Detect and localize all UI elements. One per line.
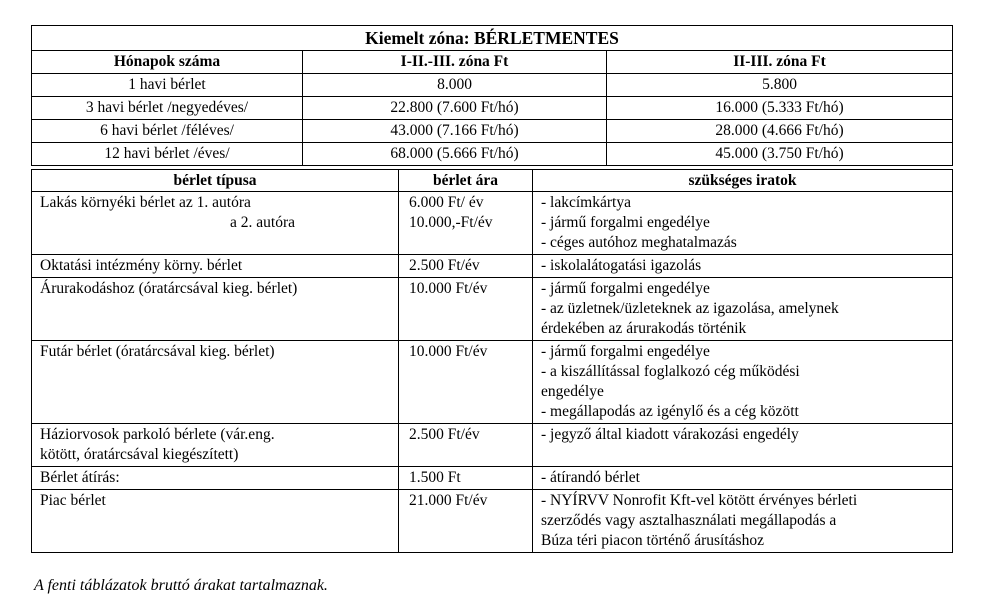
required-documents-cell xyxy=(533,341,953,424)
price-zone-2-3: 5.800 xyxy=(607,74,953,97)
document-line: - jármű forgalmi engedélye xyxy=(541,343,710,360)
permit-type-cell xyxy=(32,490,399,553)
required-documents-cell xyxy=(533,467,953,490)
document-line: - a kiszállítással foglalkozó cég működési xyxy=(541,363,800,380)
price-zone-2-3: 16.000 (5.333 Ft/hó) xyxy=(607,97,953,120)
document-line: - átírandó bérlet xyxy=(541,469,640,486)
document-line: - jármű forgalmi engedélye xyxy=(541,280,710,297)
table-row xyxy=(32,143,953,166)
pass-name: 1 havi bérlet xyxy=(32,74,303,97)
permit-type-line: Háziorvosok parkoló bérlete (vár.eng. xyxy=(40,426,275,443)
table-row xyxy=(32,120,953,143)
permit-type-table xyxy=(31,169,953,553)
required-documents-cell xyxy=(533,490,953,553)
permit-type-cell xyxy=(32,341,399,424)
permit-type-cell xyxy=(32,424,399,467)
table-row xyxy=(32,97,953,120)
permit-price-line: 6.000 Ft/ év xyxy=(409,194,484,211)
permit-type-line: Lakás környéki bérlet az 1. autóra xyxy=(40,194,251,211)
permit-price-line: 1.500 Ft xyxy=(409,469,461,486)
pass-name: 12 havi bérlet /éves/ xyxy=(32,143,303,166)
price-zone-2-3: 28.000 (4.666 Ft/hó) xyxy=(607,120,953,143)
header-required-documents: szükséges iratok xyxy=(533,170,953,192)
permit-type-line: Bérlet átírás: xyxy=(40,469,120,486)
zone-price-table xyxy=(31,25,953,166)
table-title: Kiemelt zóna: BÉRLETMENTES xyxy=(32,26,953,51)
pass-name: 6 havi bérlet /féléves/ xyxy=(32,120,303,143)
price-zone-1-3: 8.000 xyxy=(303,74,607,97)
permit-price-cell xyxy=(399,278,533,341)
permit-price-cell xyxy=(399,490,533,553)
permit-type-line: Futár bérlet (óratárcsával kieg. bérlet) xyxy=(40,343,275,360)
permit-price-cell xyxy=(399,255,533,278)
table-row xyxy=(32,192,953,255)
required-documents-cell xyxy=(533,424,953,467)
permit-price-cell xyxy=(399,341,533,424)
header-months: Hónapok száma xyxy=(32,51,303,74)
table-row xyxy=(32,424,953,467)
header-zone-1-3: I-II.-III. zóna Ft xyxy=(303,51,607,74)
required-documents-cell xyxy=(533,278,953,341)
permit-type-cell xyxy=(32,278,399,341)
table-row xyxy=(32,255,953,278)
table-row xyxy=(32,341,953,424)
document-line: - jegyző által kiadott várakozási engedély xyxy=(541,426,799,443)
price-zone-1-3: 68.000 (5.666 Ft/hó) xyxy=(303,143,607,166)
document-line: - NYÍRVV Nonrofit Kft-vel kötött érvényes bérleti xyxy=(541,492,858,509)
document-line: érdekében az árurakodás történik xyxy=(541,320,747,337)
permit-price-line: 2.500 Ft/év xyxy=(409,257,480,274)
permit-type-line: Piac bérlet xyxy=(40,492,106,509)
table-row xyxy=(32,490,953,553)
permit-type-line: a 2. autóra xyxy=(230,214,295,231)
permit-price-line: 10.000 Ft/év xyxy=(409,343,488,360)
document-line: - lakcímkártya xyxy=(541,194,631,211)
document-line: engedélye xyxy=(541,383,604,400)
price-zone-1-3: 22.800 (7.600 Ft/hó) xyxy=(303,97,607,120)
permit-price-cell xyxy=(399,467,533,490)
table-row xyxy=(32,467,953,490)
document-line: - céges autóhoz meghatalmazás xyxy=(541,234,737,251)
document-line: szerződés vagy asztalhasználati megállapodás a xyxy=(541,512,837,529)
header-zone-2-3: II-III. zóna Ft xyxy=(607,51,953,74)
permit-type-line: Árurakodáshoz (óratárcsával kieg. bérlet) xyxy=(40,280,298,297)
document-line: - jármű forgalmi engedélye xyxy=(541,214,710,231)
required-documents-cell xyxy=(533,255,953,278)
document-line: - az üzletnek/üzleteknek az igazolása, amelynek xyxy=(541,300,839,317)
price-zone-2-3: 45.000 (3.750 Ft/hó) xyxy=(607,143,953,166)
permit-price-line: 21.000 Ft/év xyxy=(409,492,488,509)
document-line: - iskolalátogatási igazolás xyxy=(541,257,702,274)
header-permit-price: bérlet ára xyxy=(399,170,533,192)
table-row xyxy=(32,278,953,341)
pass-name: 3 havi bérlet /negyedéves/ xyxy=(32,97,303,120)
required-documents-cell xyxy=(533,192,953,255)
permit-type-line: Oktatási intézmény körny. bérlet xyxy=(40,257,243,274)
table-row xyxy=(32,74,953,97)
permit-price-line: 2.500 Ft/év xyxy=(409,426,480,443)
permit-price-line: 10.000 Ft/év xyxy=(409,280,488,297)
document-line: Búza téri piacon történő árusításhoz xyxy=(541,532,764,549)
permit-price-line: 10.000,-Ft/év xyxy=(409,214,493,231)
permit-type-line: kötött, óratárcsával kiegészített) xyxy=(40,446,239,463)
permit-type-cell xyxy=(32,255,399,278)
permit-type-cell xyxy=(32,467,399,490)
document-line: - megállapodás az igénylő és a cég között xyxy=(541,403,799,420)
price-zone-1-3: 43.000 (7.166 Ft/hó) xyxy=(303,120,607,143)
permit-type-cell xyxy=(32,192,399,255)
permit-price-cell xyxy=(399,424,533,467)
header-permit-type: bérlet típusa xyxy=(32,170,399,192)
footnote: A fenti táblázatok bruttó árakat tartalmaznak. xyxy=(34,577,328,594)
permit-price-cell xyxy=(399,192,533,255)
